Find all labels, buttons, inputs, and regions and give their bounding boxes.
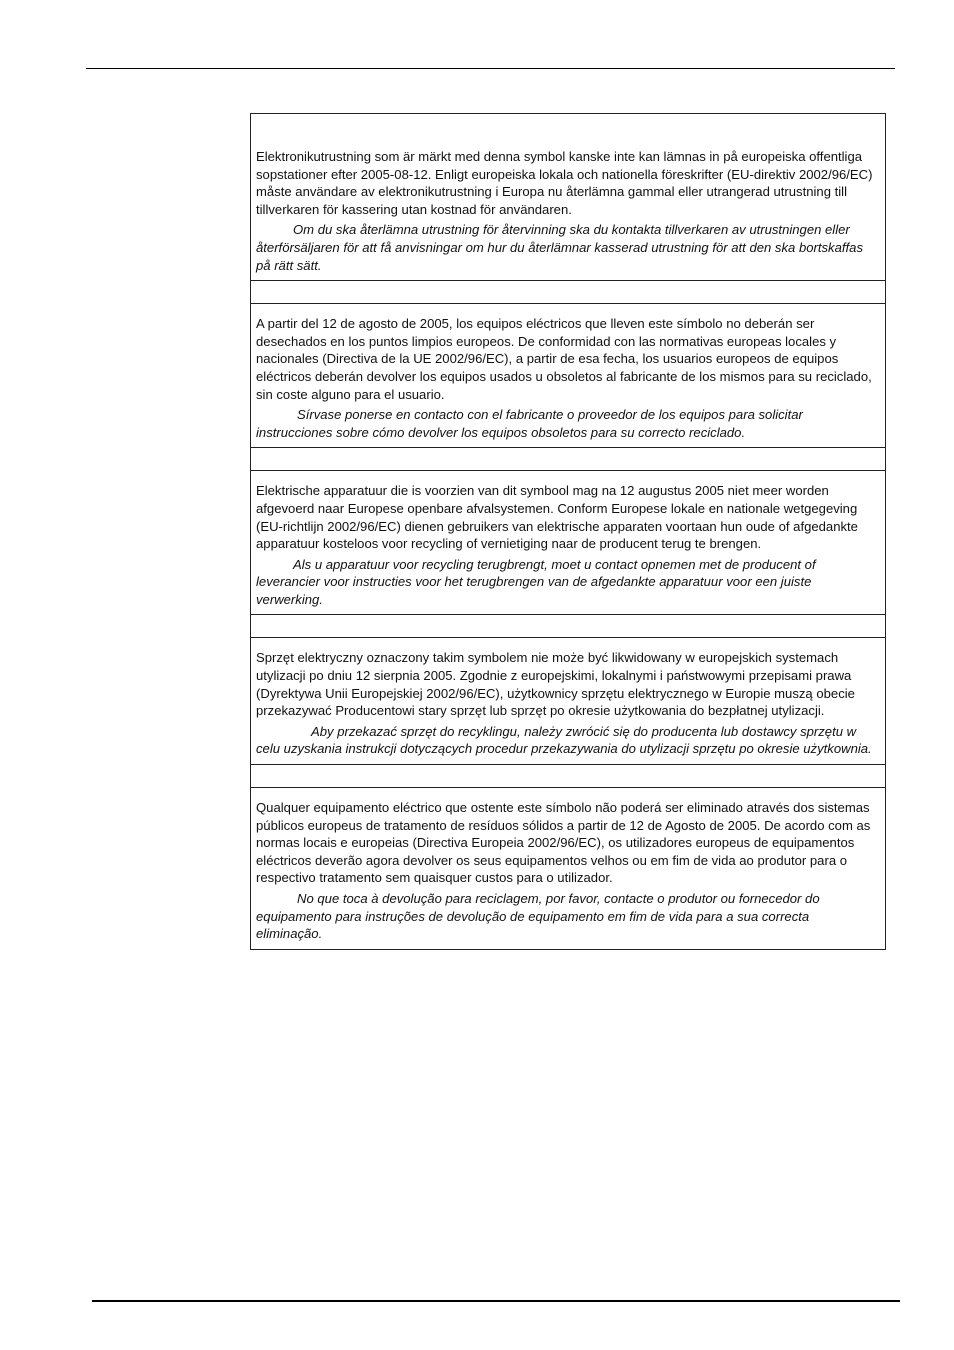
notice-section-portuguese: [251, 764, 885, 949]
notice-section-spanish: [251, 280, 885, 447]
header-rule: [86, 68, 895, 69]
notice-section-swedish: [251, 114, 885, 280]
notice-body-spanish: A partir del 12 de agosto de 2005, los equipos eléctricos que lleven este símbolo no deberán ser desechados en los puntos limpios europeos. De conformidad con las normativas europeas locales y nacionales (Directiva de la UE 2002/96/EC), a partir de esa fecha, los usuarios europeos de equipos eléctricos deberán devolver los equipos usados u obsoletos al fabricante de los mismos para su reciclado, sin coste alguno para el usuario.: [256, 316, 872, 402]
notice-section-dutch: [251, 447, 885, 614]
weee-notice-table: [250, 113, 886, 950]
notice-note-dutch: Als u apparatuur voor recycling terugbrengt, moet u contact opnemen met de producent of leverancier voor instructies voor het terugbrengen van de afgedankte apparatuur voor een juiste verwerking.: [256, 556, 816, 607]
notice-body-swedish: Elektronikutrustning som är märkt med denna symbol kanske inte kan lämnas in på europeiska offentliga sopstationer efter 2005-08-12. Enligt europeiska lokala och nationella föreskrifter (EU-direktiv 2002/96/EC) måste användare av elektronikutrustning i Europa nu återlämna gammal eller utrangerad utrustning till tillverkaren för kassering utan kostnad för användaren.: [256, 149, 873, 217]
footer-rule: [92, 1300, 900, 1302]
notice-note-spanish: Sírvase ponerse en contacto con el fabricante o proveedor de los equipos para solicitar instrucciones sobre cómo devolver los equipos obsoletos para su correcto reciclado.: [256, 407, 803, 440]
notice-body-polish: Sprzęt elektryczny oznaczony takim symbolem nie może być likwidowany w europejskich systemach utylizacji po dniu 12 sierpnia 2005. Zgodnie z europejskimi, lokalnymi i państwowymi przepisami prawa (Dyrektywa Unii Europejskiej 2002/96/EC), użytkownicy sprzętu elektrycznego w Europie muszą obecie przekazywać Producentowi stary sprzęt lub sprzęt po okresie użytkowania do bezpłatnej utylizacji.: [256, 650, 855, 719]
notice-note-polish: Aby przekazać sprzęt do recyklingu, należy zwrócić się do producenta lub dostawcy sprzętu w celu uzyskania instrukcji dotyczących procedur przekazywania do utylizacji sprzętu po okresie użytkownia.: [256, 723, 872, 757]
notice-section-polish: [251, 614, 885, 764]
notice-body-dutch: Elektrische apparatuur die is voorzien van dit symbool mag na 12 augustus 2005 niet meer worden afgevoerd naar Europese openbare afvalsystemen. Conform Europese lokale en nationale wetgegeving (EU-richtlijn 2002/96/EC) dienen gebruikers van elektrische apparaten voortaan hun oude of afgedankte apparatuur kosteloos voor recycling of vernietiging naar de producent terug te brengen.: [256, 483, 858, 552]
notice-note-swedish: Om du ska återlämna utrustning för återvinning ska du kontakta tillverkaren av utrustningen eller återförsäljaren för att få anvisningar om hur du återlämnar kasserad utrustning för att den ska bortskaffas på rätt sätt.: [256, 222, 863, 273]
notice-body-portuguese: Qualquer equipamento eléctrico que ostente este símbolo não poderá ser eliminado através dos sistemas públicos europeus de tratamento de resíduos sólidos a partir de 12 de Agosto de 2005. De acordo com as normas locais e europeias (Directiva Europeia 2002/96/EC), os utilizadores europeus de equipamentos eléctricos deverão agora devolver os seus equipamentos velhos ou em fim de vida ao produtor para o respectivo tratamento sem quaisquer custos para o utilizador.: [256, 800, 871, 886]
notice-note-portuguese: No que toca à devolução para reciclagem, por favor, contacte o produtor ou fornecedor do equipamento para instruções de devolução de equipamento em fim de vida para a sua correcta eliminação.: [256, 891, 820, 942]
